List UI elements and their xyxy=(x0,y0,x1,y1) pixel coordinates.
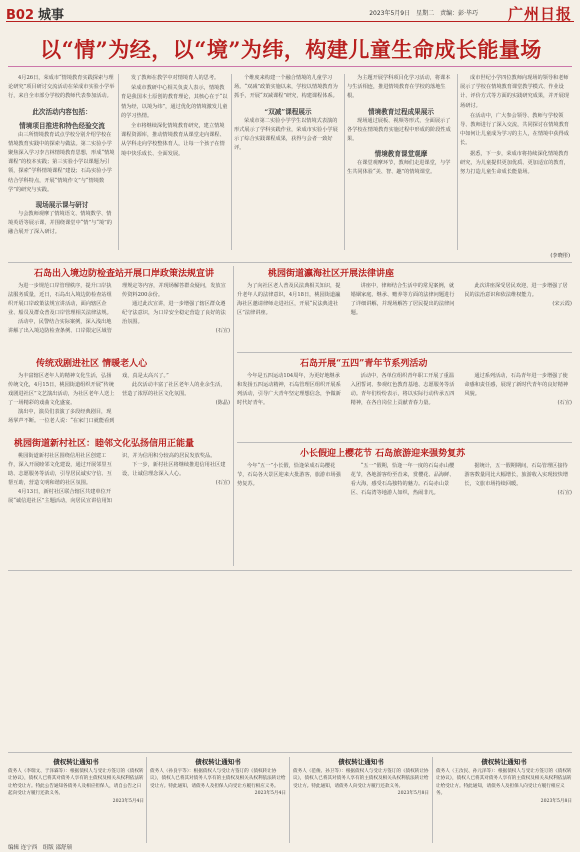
paragraph: 与会教师观摩了情境语文、情境数学、情境英语等展示课，并围绕课堂中“情”与“境”的融合展开了深入研讨。 xyxy=(8,211,112,236)
paragraph: 活动中，各单位组织青年职工开展了重温入团誓词、参观红色教育基地、志愿服务等活动。青年们纷纷表示，将以实际行动传承五四精神，在各自岗位上贡献青春力量。 xyxy=(350,373,455,406)
paragraph: 此次活动内容包括： xyxy=(32,107,92,116)
paragraph: 通过此次宣讲，进一步增强了辖区群众遵纪守法意识，为口岸安全稳定营造了良好的法治氛围。 xyxy=(122,301,226,325)
paragraph: 4月26日，荣成市“情境教育实践探索与理论研究”项目研讨交流活动在荣成市实验小学举行，来自全市部分学校的教师代表参加活动。 xyxy=(8,75,115,100)
byline: (石宣) xyxy=(557,400,572,406)
section-label xyxy=(6,4,64,23)
byline: (石宣) xyxy=(215,480,230,486)
paragraph: 在活动中，广大参会领导、教师与学校领导、教师进行了深入交流，共同探讨在情境教育中如何让儿童成为学习的主人，在情境中获得成长。 xyxy=(460,112,569,147)
paragraph: 由三所情境教育试点学校分别介绍学校在情境教育实践中的探索与做法。第二实验小学聚焦深入学习李吉林情境教育思想，形成“情境课程”的校本实践；第三实验小学以课题为引领，探索“学科情境课程”建设；石岛实验小学结合学科特点，开展“情境作文”与“情境数学”的研究与实践。 xyxy=(8,131,115,193)
notice-body: 债务人（孙良宇等）：根据债权人与受让方签订的《债权转让协议》，债权人已将其对债务人享有的主债权及相关从权利依法转让给受让方。特此通知，请债务人及担保人向受让方履行相应义务。 xyxy=(150,769,286,789)
section-name: 城事 xyxy=(38,8,65,23)
article-body-qingnian xyxy=(237,372,572,440)
newspaper-logo: 广州日报 xyxy=(507,5,572,23)
headline-rule xyxy=(8,66,572,67)
notice-body: 债务人（王汝民、孙元泽等）：根据债权人与受让方签订的《债权转让协议》，债权人已将其对债务人享有的主债权及相关从权利依法转让给受让方。特此通知，请债务人及担保人向受让方履行相应义务。 xyxy=(436,769,572,797)
byline: (石宣) xyxy=(215,328,230,334)
issue-date: 2023年5月9日 星期二 责编：彭·毕巧 xyxy=(369,10,478,17)
page-number: B02 xyxy=(6,8,34,23)
notice-title: 债权转让通知书 xyxy=(53,758,99,766)
article-body-fazhi xyxy=(237,282,572,350)
paragraph: 下一步，新村社区将继续推进信用社区建设，让诚信理念深入人心。 xyxy=(122,462,226,477)
article-title-lvyou: 小长假迎上樱花节 石岛旅游迎来强势复苏 xyxy=(300,449,466,459)
paragraph: 今年“五一”小长假，恰逢荣成石岛樱花节，石岛各大景区迎来大批游客，旅游市场强势复苏。 xyxy=(237,463,341,487)
article-title-xiqu: 传统戏剧进社区 情暖老人心 xyxy=(36,359,148,369)
paragraph: 通过系列活动，石岛青年进一步增强了使命感和责任感，展现了新时代青年的良好精神风貌。 xyxy=(464,373,569,397)
paragraph: 此次讲座深受居民欢迎，进一步增强了居民的法治意识和依法维权能力。 xyxy=(464,283,568,298)
paragraph: 演出中，演员们表演了多段经典剧目，现场掌声不断。一位老人说：“在家门口就能看到戏，真是太高兴了。” xyxy=(8,373,169,424)
article-title-fazhi: 桃园街道瀛海社区开展法律讲座 xyxy=(268,269,395,279)
paragraph: 现场通过展板、视频等形式，全面展示了各学校在情境教育实施过程中形成的阶段性成果。 xyxy=(347,117,451,143)
notice-title: 债权转让通知书 xyxy=(338,758,384,766)
main-article-col1 xyxy=(8,74,116,250)
paragraph: 全市将继续深化情境教育研究，建立情境课程资源库，推动情境教育从课堂走向课程、从学科走向学校整体育人，让每一个孩子在情境中快乐成长、全面发展。 xyxy=(121,123,225,157)
paragraph: 荣成市第二实验小学学生以情境式表演的形式展示了学科实践作业，荣成市实验小学展示了综合实践课程成果，获得与会者一致好评。 xyxy=(234,117,338,152)
paragraph: 据悉，下一步，荣成市将持续深化情境教育研究，为儿童提供更加优质、更加适宜的教育，努力打造儿童生命成长能量场。 xyxy=(460,150,569,176)
notice-title: 债权转让通知书 xyxy=(195,758,241,766)
paragraph: 桃园街道新村社区围绕信用社区创建工作，深入开展睦邻文化建设，通过开展邻里互助、志愿服务等活动，引导居民诚实守信、互帮互助，营造文明和谐的社区氛围。 xyxy=(8,453,112,486)
notice-date: 2023年5月4日 xyxy=(112,798,144,804)
notice-3 xyxy=(293,757,429,843)
editor-credit: 编辑 连宁西 组版 邵舒颀 xyxy=(8,845,72,851)
notice-body: 债务人（范俊、孙卫等）：根据债权人与受让方签订的《债权转让协议》，债权人已将其对债务人享有的主债权及相关从权利依法转让给受让方。特此通知，请债务人向受让方履行还款义务。 xyxy=(293,769,429,789)
byline: (石宣) xyxy=(557,490,572,496)
paragraph: 今年是五四运动104周年，为更好地继承和发扬五四运动精神，石岛管理区组织开展系列活动，引导广大青年坚定理想信念，争做新时代好青年。 xyxy=(237,373,341,406)
headline: 以“情”为经，以“境”为纬，构建儿童生命成长能量场 xyxy=(40,37,542,62)
page-header xyxy=(6,4,574,22)
paragraph: 发了教师在教学中对情境育人的思考。 xyxy=(131,75,220,81)
paragraph: 为了向社区老人普及民法典相关知识，提升老年人的法律意识，4月18日，桃园街道瀛海社区邀请律师走进社区，开展“民法典进社区”法律讲座。 xyxy=(237,283,341,316)
paragraph: 个维度来构建一个融合情境的儿童学习场。“双减”政策实施以来，学校以情境教育为抓手，开展“双减课程”研究，构建课程体系。 xyxy=(234,75,338,100)
paragraph: 讲座中，律师结合生活中的常见案例，就婚姻家庭、继承、赡养等方面的法律问题进行了详细讲解，并现场解答了居民提出的法律问题。 xyxy=(350,283,455,316)
paragraph: 情境教育过程成果展示 xyxy=(368,107,434,116)
paragraph: 此次活动丰富了社区老年人的业余生活，营造了浓厚的社区文化氛围。 xyxy=(122,382,226,397)
notice-1 xyxy=(8,757,144,843)
paragraph: 荣成市教研中心相关负责人表示，情境教育是我国本土原创的教育理论，其核心在于“以情为经，以境为纬”，通过优化的情境激发儿童的学习热情。 xyxy=(121,85,228,119)
article-body-xiqu xyxy=(8,372,230,432)
notice-title: 债权转让通知书 xyxy=(481,758,527,766)
article-body-lvyou xyxy=(237,462,572,566)
article-body-xincun xyxy=(8,452,230,540)
paragraph: “双减”课程展示 xyxy=(264,107,312,116)
article-title-shidao: 石岛出入境边防检查站开展口岸政策法规宣讲 xyxy=(34,269,215,279)
notice-body: 债务人（李瑞文、于泽霖等）：根据债权人与受让方签订的《债权转让协议》，债权人已将其对债务人享有的主债权及相关从权利依法转让给受让方。特此公告通知各债务人及相应担保人，请自公告之日起向受让方履行还款义务。 xyxy=(8,769,144,797)
main-article-col3 xyxy=(234,74,342,250)
article-title-xincun: 桃园街道新村社区：睦邻文化弘扬信用正能量 xyxy=(14,439,195,449)
paragraph: 为进一步规范口岸管理秩序，提升口岸执法服务质量，近日，石岛出入境边防检查站组织开展口岸政策法规宣讲活动，面向辖区企业、船员及群众普及口岸管理相关法律法规。 xyxy=(8,283,112,316)
main-article-col4 xyxy=(347,74,455,250)
notice-date: 2023年5月8日 xyxy=(540,798,572,804)
main-byline: (李晓彤) xyxy=(550,253,570,259)
paragraph: 4月13日，新村社区联合辖区共建单位开展“诚信进社区”主题活动，向居民宣讲信用知识，并为信用积分较高的居民发放奖品。 xyxy=(8,453,216,504)
notice-2 xyxy=(150,757,286,843)
notice-date: 2023年5月8日 xyxy=(397,791,429,797)
paragraph: 为主题开展学科项目化学习活动，将课本与生活相连，推进情境教育在学校的落地生根。 xyxy=(347,75,451,100)
paragraph: 为丰富辖区老年人的精神文化生活，弘扬传统文化，4月15日，桃园街道组织开展“传统戏剧进社区”文艺演出活动，为社区老年人送上了一场精彩的戏曲文化盛宴。 xyxy=(8,373,115,406)
paragraph: “五一”假期，恰逢一年一度的石岛赤山樱花节，各地游客纷至沓来，赏樱花、品海鲜、看大海，感受石岛独特的魅力。石岛赤山景区、石岛湾等地游人如织，热闹非凡。 xyxy=(350,463,455,496)
paragraph: 活动中，民警结合实际案例，深入浅出地讲解了出入境边防检查条例、口岸限定区域管理规定等内容，并现场解答群众疑问，发放宣传资料200余份。 xyxy=(8,283,226,334)
byline: (宋云霞) xyxy=(552,301,572,307)
main-article-col5 xyxy=(460,74,572,250)
article-body-shidao xyxy=(8,282,230,352)
article-title-qingnian: 石岛开展“五四”青年节系列活动 xyxy=(300,359,428,369)
paragraph: 现场展示课与研讨 xyxy=(35,201,89,210)
paragraph: 据统计，五一假期期间，石岛管理区接待游客数量同比大幅增长，旅游收入实现较快增长，文旅市场持续回暖。 xyxy=(464,463,569,487)
paragraph: 在课堂观摩环节，教师们走进课堂，与学生共同体验“美、智、趣”的情境课堂。 xyxy=(347,160,451,176)
paragraph: 情境项目推进和特色经验交流 xyxy=(19,121,105,130)
notice-4 xyxy=(436,757,572,843)
main-article-col2 xyxy=(121,74,229,250)
paragraph: 情境教育课堂观摩 xyxy=(374,150,428,159)
paragraph: 成市世纪小学四位教师向现场的领导和老师展示了学校在情境教育课堂教学模式、作业设计、评价方式等方面的实践研究成果，并开展现场研讨。 xyxy=(460,75,569,109)
notice-date: 2023年5月4日 xyxy=(254,791,286,797)
byline: (陈晶) xyxy=(215,400,230,406)
